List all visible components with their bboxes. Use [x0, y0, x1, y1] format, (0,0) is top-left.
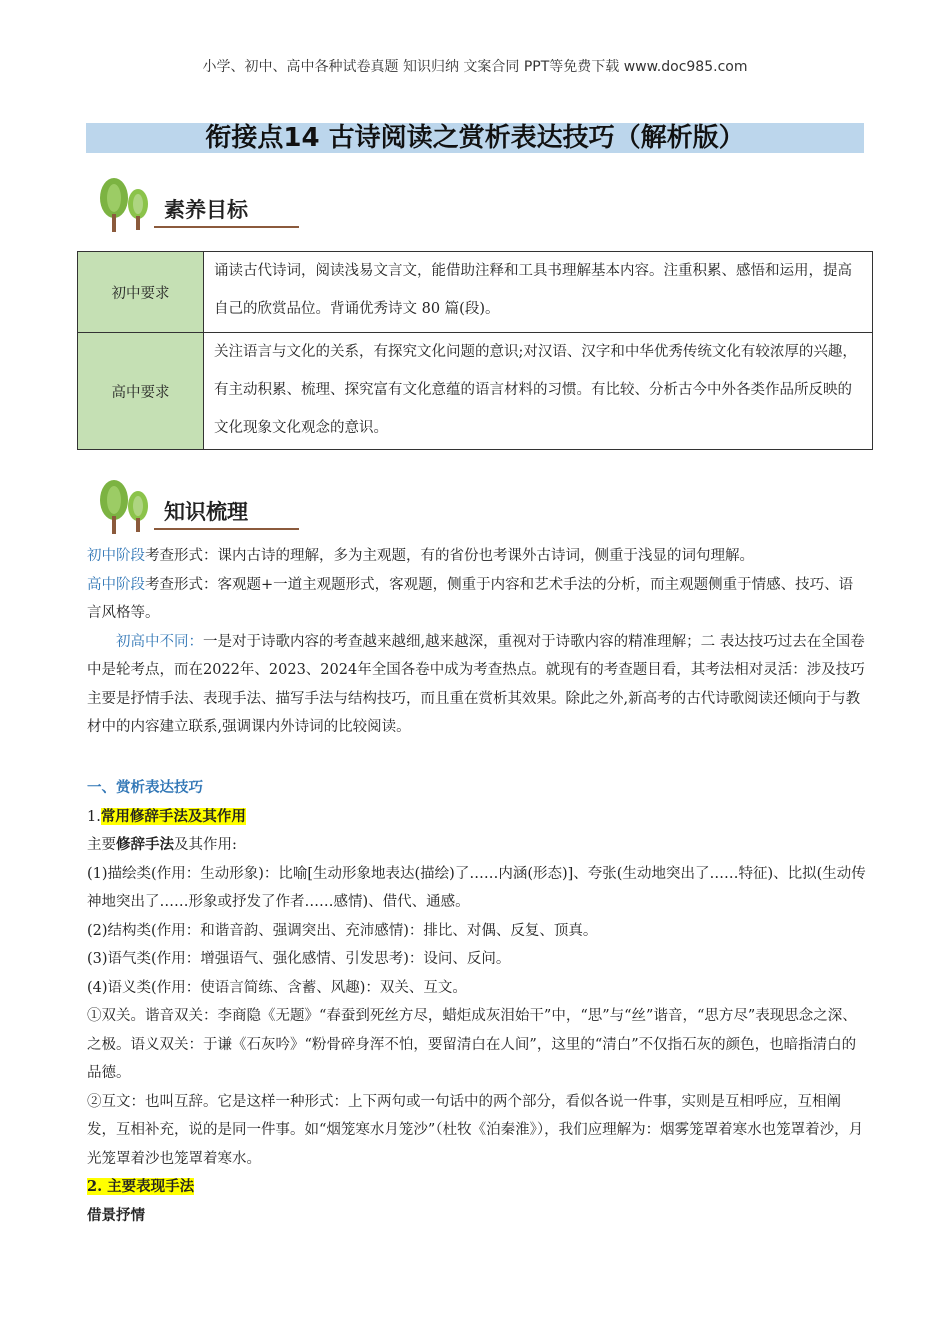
- requirements-table: [77, 251, 873, 450]
- page-header: 小学、初中、高中各种试卷真题 知识归纳 文案合同 PPT等免费下载 www.doc985.com: [202, 59, 748, 75]
- difference-label: 初高中不同：: [116, 633, 203, 650]
- rhetoric-intro: [87, 831, 867, 860]
- senior-paragraph: [87, 571, 867, 628]
- junior-text: 考查形式：课内古诗的理解，多为主观题，有的省份也考课外古诗词，侧重于浅显的词句理解。: [145, 548, 754, 564]
- subheading-title: 2. 主要表现手法: [87, 1178, 195, 1195]
- junior-paragraph: [87, 542, 867, 571]
- row-label: 高中要求: [78, 333, 204, 450]
- intro-suffix: 及其作用:: [174, 837, 237, 853]
- subheading-title: 常用修辞手法及其作用: [100, 807, 246, 825]
- divider: [154, 226, 299, 228]
- subheading-techniques: [87, 1173, 867, 1202]
- section-heading-knowledge: [92, 478, 302, 540]
- row-text: 诵读古代诗词，阅读浅易文言文，能借助注释和工具书理解基本内容。注重积累、感悟和运用，提高自己的欣赏品位。背诵优秀诗文 80 篇(段)。: [204, 252, 873, 333]
- trees-icon: [92, 478, 162, 538]
- list-item: (3)语气类(作用：增强语气、强化感情、引发思考)：设问、反问。: [87, 951, 511, 967]
- list-item: (4)语义类(作用：使语言简练、含蓄、风趣)：双关、互文。: [87, 979, 467, 996]
- section-heading-goals: [92, 176, 302, 238]
- list-item: (1)描绘类(作用：生动形象)：比喻[生动形象地表达(描绘)了……内涵(形态)]、夸张(生动地突出了……特征)、比拟(生动传神地突出了……形象或抒发了作者……感情)、借代、通感。: [87, 865, 866, 910]
- list-item: (2)结构类(作用：和谐音韵、强调突出、充沛感情)：排比、对偶、反复、顶真。: [87, 922, 598, 939]
- subheading-number: 1.: [87, 808, 101, 825]
- table-row: [78, 333, 873, 450]
- list-item: ①双关。谐音双关：李商隐《无题》“春蚕到死丝方尽，蜡炬成灰泪始干”中，“思”与“丝”谐音，“思方尽”表现思念之深、之极。语义双关：于谦《石灰吟》“粉骨碎身浑不怕，要留清白在人间”，这里的“清白”不仅指石灰的颜色，也暗指清白的品德。: [87, 1008, 857, 1081]
- section-label: 知识梳理: [164, 500, 248, 524]
- table-row: [78, 252, 873, 333]
- subheading-rhetoric: [87, 803, 867, 832]
- list-item: ②互文：也叫互辞。它是这样一种形式：上下两句或一句话中的两个部分，看似各说一件事，实则是互相呼应，互相阐发，互相补充，说的是同一件事。如“烟笼寒水月笼沙”（杜牧《泊秦淮》），我们应理解为：烟雾笼罩着寒水也笼罩着沙，月光笼罩着沙也笼罩着寒水。: [87, 1093, 864, 1167]
- section-label: 素养目标: [164, 198, 248, 222]
- trees-icon: [92, 176, 162, 236]
- difference-paragraph: [87, 628, 867, 742]
- row-label: 初中要求: [78, 252, 204, 333]
- document-title: 衔接点14 古诗阅读之赏析表达技巧（解析版）: [86, 123, 864, 153]
- intro-bold: 修辞手法: [116, 836, 174, 853]
- part-one: [87, 774, 867, 1230]
- divider: [154, 528, 299, 530]
- subheading-scene: 借景抒情: [87, 1206, 145, 1224]
- senior-text: 考查形式：客观题+一道主观题形式，客观题，侧重于内容和艺术手法的分析，而主观题侧重于情感、技巧、语言风格等。: [87, 576, 854, 621]
- senior-label: 高中阶段: [87, 576, 145, 593]
- knowledge-intro: [87, 542, 867, 742]
- difference-text: 一是对于诗歌内容的考查越来越细,越来越深，重视对于诗歌内容的精准理解；二 表达技巧过去在全国卷中是轮考点，而在2022年、2023、2024年全国各卷中成为考查热点。就现有的考查题目看，其考法相对灵活：涉及技巧主要是抒情手法、表现手法、描写手法与结构技巧，而且重在赏析其效果。除此之外,新高考的古代诗歌阅读还倾向于与教材中的内容建立联系,强调课内外诗词的比较阅读。: [87, 633, 865, 735]
- part-heading: 一、赏析表达技巧: [87, 779, 203, 796]
- intro-prefix: 主要: [87, 837, 116, 853]
- junior-label: 初中阶段: [87, 548, 145, 564]
- row-text: 关注语言与文化的关系，有探究文化问题的意识;对汉语、汉字和中华优秀传统文化有较浓厚的兴趣，有主动积累、梳理、探究富有文化意蕴的语言材料的习惯。有比较、分析古今中外各类作品所反映的文化现象文化观念的意识。: [204, 333, 873, 450]
